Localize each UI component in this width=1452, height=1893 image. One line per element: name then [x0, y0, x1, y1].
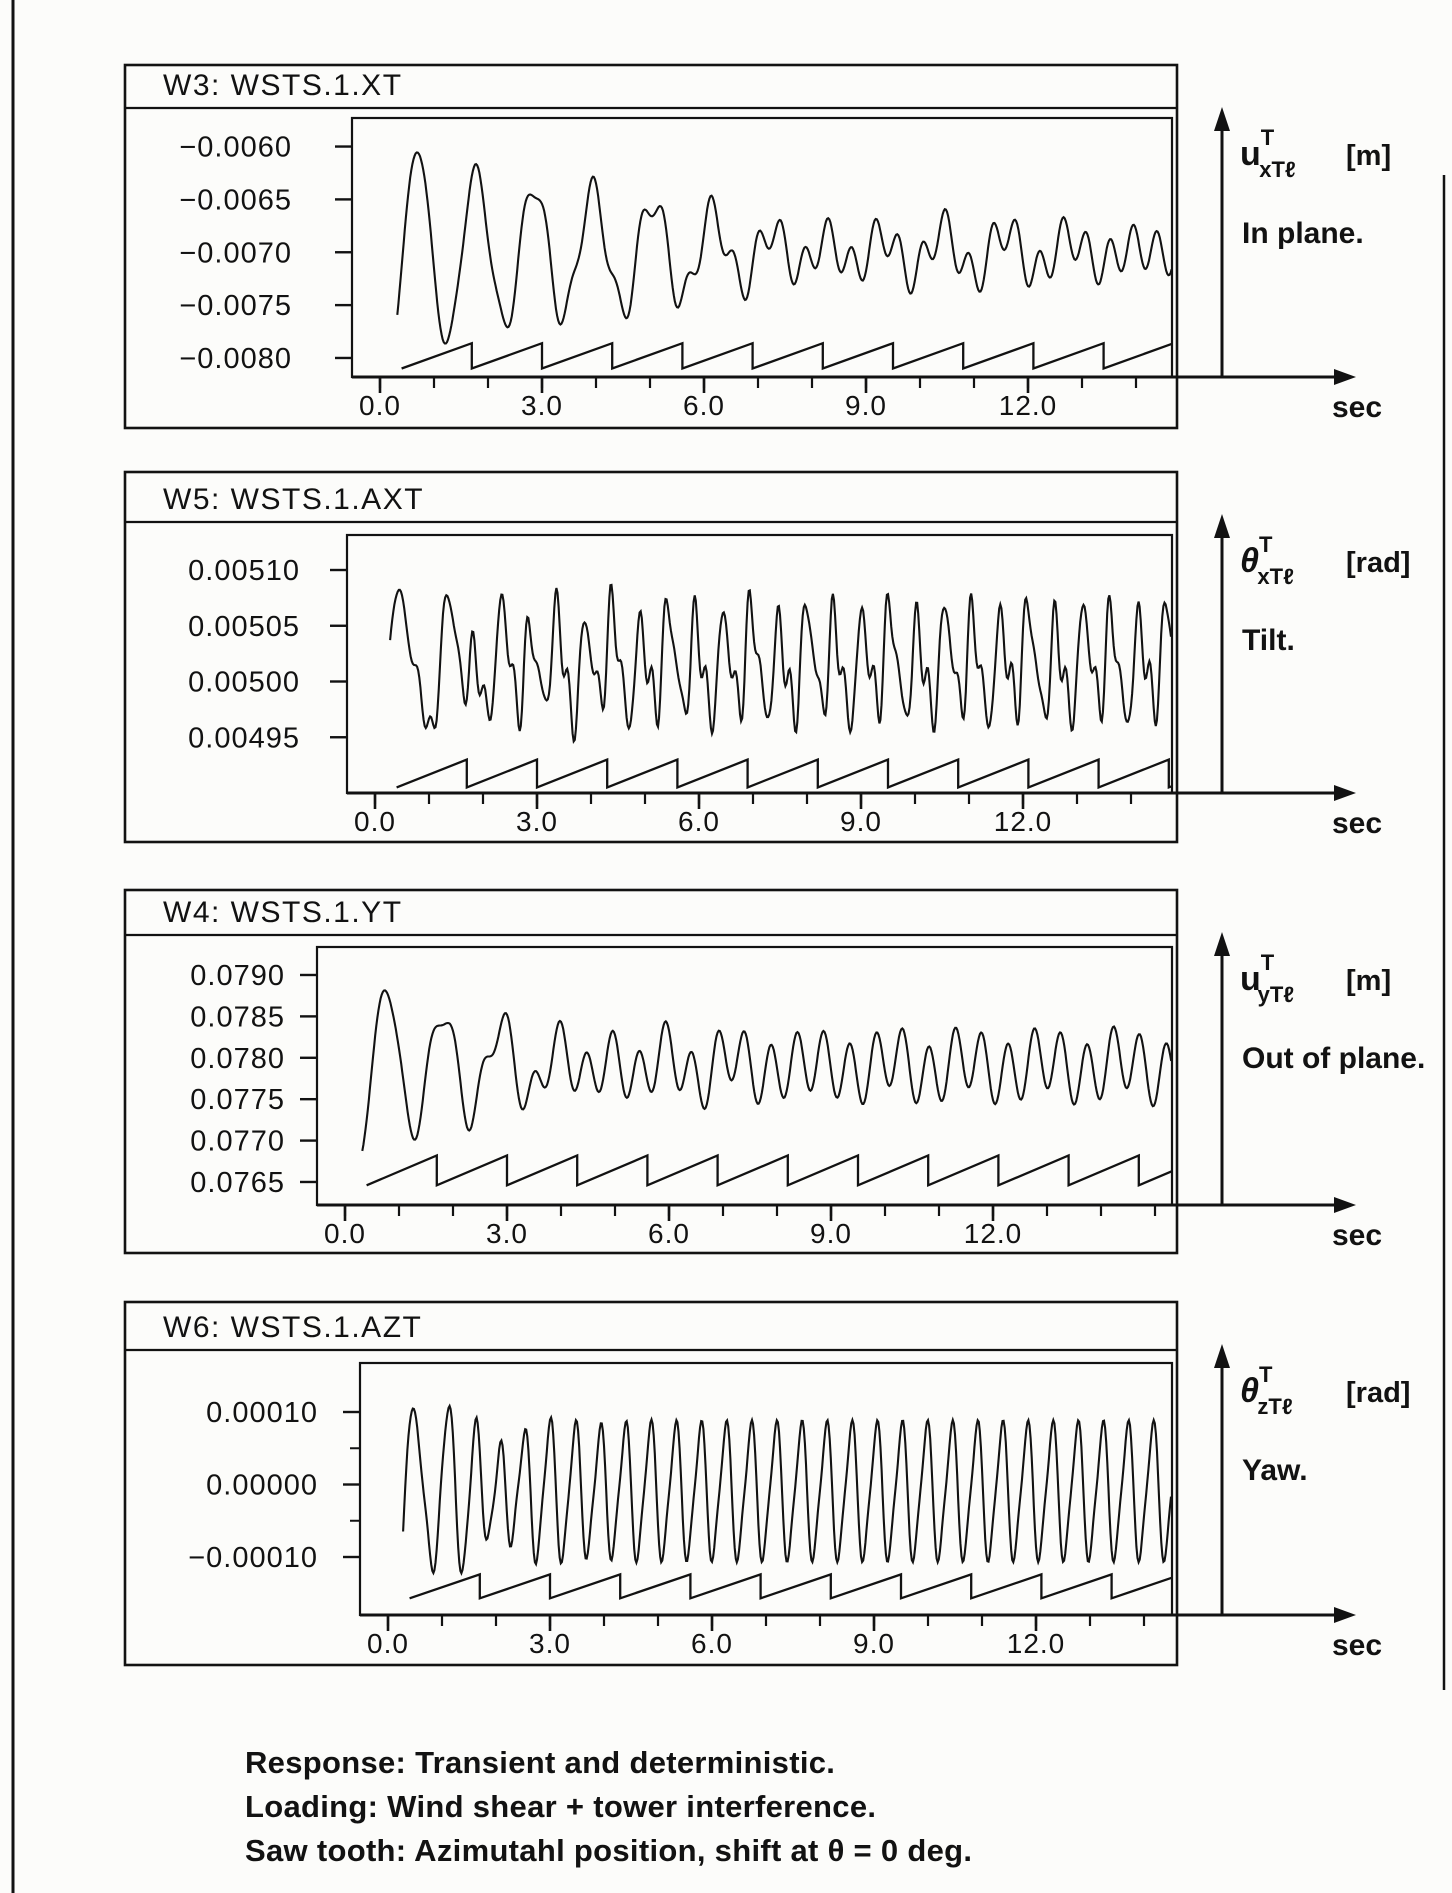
y-axis-symbol-label: $\theta^T$ xTℓ: [1240, 532, 1294, 589]
x-axis-unit-label: sec: [1332, 1219, 1383, 1252]
vertical-axis-arrowhead: [1214, 107, 1230, 131]
x-tick-label: 0.0: [359, 390, 401, 421]
figure-caption: [245, 1741, 972, 1873]
y-tick-label: −0.0070: [179, 237, 292, 270]
y-axis-symbol-label: $\theta^T$ zTℓ: [1240, 1362, 1293, 1419]
panels-group: [125, 65, 1425, 1665]
response-waveform: [390, 585, 1171, 741]
y-axis-unit-bracket-label: [m]: [1346, 140, 1392, 172]
x-tick-label: 6.0: [683, 390, 725, 421]
horizontal-axis-arrowhead: [1334, 785, 1356, 801]
vertical-axis-arrowhead: [1214, 1344, 1230, 1368]
y-tick-label: 0.00010: [206, 1397, 318, 1430]
plot-panel-2: [125, 472, 1410, 842]
x-tick-label: 6.0: [678, 806, 720, 837]
y-tick-label: 0.00000: [206, 1469, 318, 1502]
x-axis-unit-label: sec: [1332, 391, 1383, 424]
panel-outer-box: [125, 472, 1177, 842]
plot-panel-4: [125, 1302, 1410, 1665]
vertical-axis-arrowhead: [1214, 514, 1230, 538]
x-tick-label: 3.0: [516, 806, 558, 837]
plot-area-box: [352, 118, 1172, 377]
y-tick-label: 0.0770: [190, 1125, 285, 1158]
axis-description-label: In plane.: [1242, 217, 1364, 250]
x-tick-label: 9.0: [810, 1218, 852, 1249]
plot-panel-1: [125, 65, 1391, 428]
x-tick-label: 0.0: [367, 1628, 409, 1659]
y-tick-label: 0.0780: [190, 1042, 285, 1075]
y-axis-unit-bracket-label: [rad]: [1346, 1377, 1411, 1409]
horizontal-axis-arrowhead: [1334, 369, 1356, 385]
window-title: W5: WSTS.1.AXT: [163, 483, 425, 516]
y-tick-label: 0.0790: [190, 959, 285, 992]
y-axis-symbol-label: $u^T$ yTℓ: [1240, 950, 1295, 1007]
vertical-axis-arrowhead: [1214, 932, 1230, 956]
y-axis-unit-bracket-label: [rad]: [1346, 547, 1411, 579]
azimuth-sawtooth: [397, 760, 1172, 788]
x-tick-label: 12.0: [998, 390, 1058, 421]
x-tick-label: 9.0: [840, 806, 882, 837]
horizontal-axis-arrowhead: [1334, 1197, 1356, 1213]
y-tick-label: 0.00500: [188, 666, 300, 699]
window-title: W6: WSTS.1.AZT: [163, 1311, 423, 1344]
y-tick-label: 0.00510: [188, 555, 300, 588]
y-tick-label: −0.0075: [179, 290, 292, 323]
x-tick-label: 6.0: [691, 1628, 733, 1659]
horizontal-axis-arrowhead: [1334, 1607, 1356, 1623]
y-tick-label: −0.0065: [179, 184, 292, 217]
response-waveform: [362, 990, 1171, 1151]
azimuth-sawtooth: [367, 1156, 1172, 1186]
x-tick-label: 9.0: [853, 1628, 895, 1659]
x-tick-label: 0.0: [324, 1218, 366, 1249]
x-tick-label: 9.0: [845, 390, 887, 421]
y-axis-unit-bracket-label: [m]: [1346, 965, 1392, 997]
y-tick-label: 0.00495: [188, 722, 300, 755]
window-title: W4: WSTS.1.YT: [163, 896, 403, 929]
y-tick-label: −0.0060: [179, 131, 292, 164]
x-tick-label: 12.0: [1006, 1628, 1066, 1659]
y-tick-label: 0.0785: [190, 1001, 285, 1034]
window-title: W3: WSTS.1.XT: [163, 69, 403, 102]
x-tick-label: 12.0: [963, 1218, 1023, 1249]
x-tick-label: 0.0: [354, 806, 396, 837]
y-tick-label: 0.00505: [188, 610, 300, 643]
response-waveform: [403, 1406, 1171, 1573]
axis-description-label: Yaw.: [1242, 1454, 1308, 1487]
x-axis-unit-label: sec: [1332, 807, 1383, 840]
x-tick-label: 3.0: [529, 1628, 571, 1659]
y-tick-label: −0.00010: [188, 1542, 318, 1575]
y-tick-label: −0.0080: [179, 342, 292, 375]
caption-line-loading: Loading: Wind shear + tower interference.: [245, 1789, 877, 1824]
x-tick-label: 12.0: [993, 806, 1053, 837]
y-tick-label: 0.0765: [190, 1166, 285, 1199]
x-tick-label: 6.0: [648, 1218, 690, 1249]
x-tick-label: 3.0: [521, 390, 563, 421]
azimuth-sawtooth: [410, 1574, 1172, 1598]
caption-line-response: Response: Transient and deterministic.: [245, 1745, 836, 1780]
y-axis-symbol-label: $u^T$ xTℓ: [1240, 125, 1296, 182]
axis-description-label: Tilt.: [1242, 624, 1295, 657]
x-axis-unit-label: sec: [1332, 1629, 1383, 1662]
axis-description-label: Out of plane.: [1242, 1042, 1426, 1075]
y-tick-label: 0.0775: [190, 1084, 285, 1117]
response-waveform: [397, 153, 1171, 344]
plot-panel-3: [125, 890, 1425, 1253]
caption-line-sawtooth: Saw tooth: Azimutahl position, shift at θ = 0 deg.: [245, 1833, 973, 1868]
azimuth-sawtooth: [402, 343, 1172, 368]
x-tick-label: 3.0: [486, 1218, 528, 1249]
